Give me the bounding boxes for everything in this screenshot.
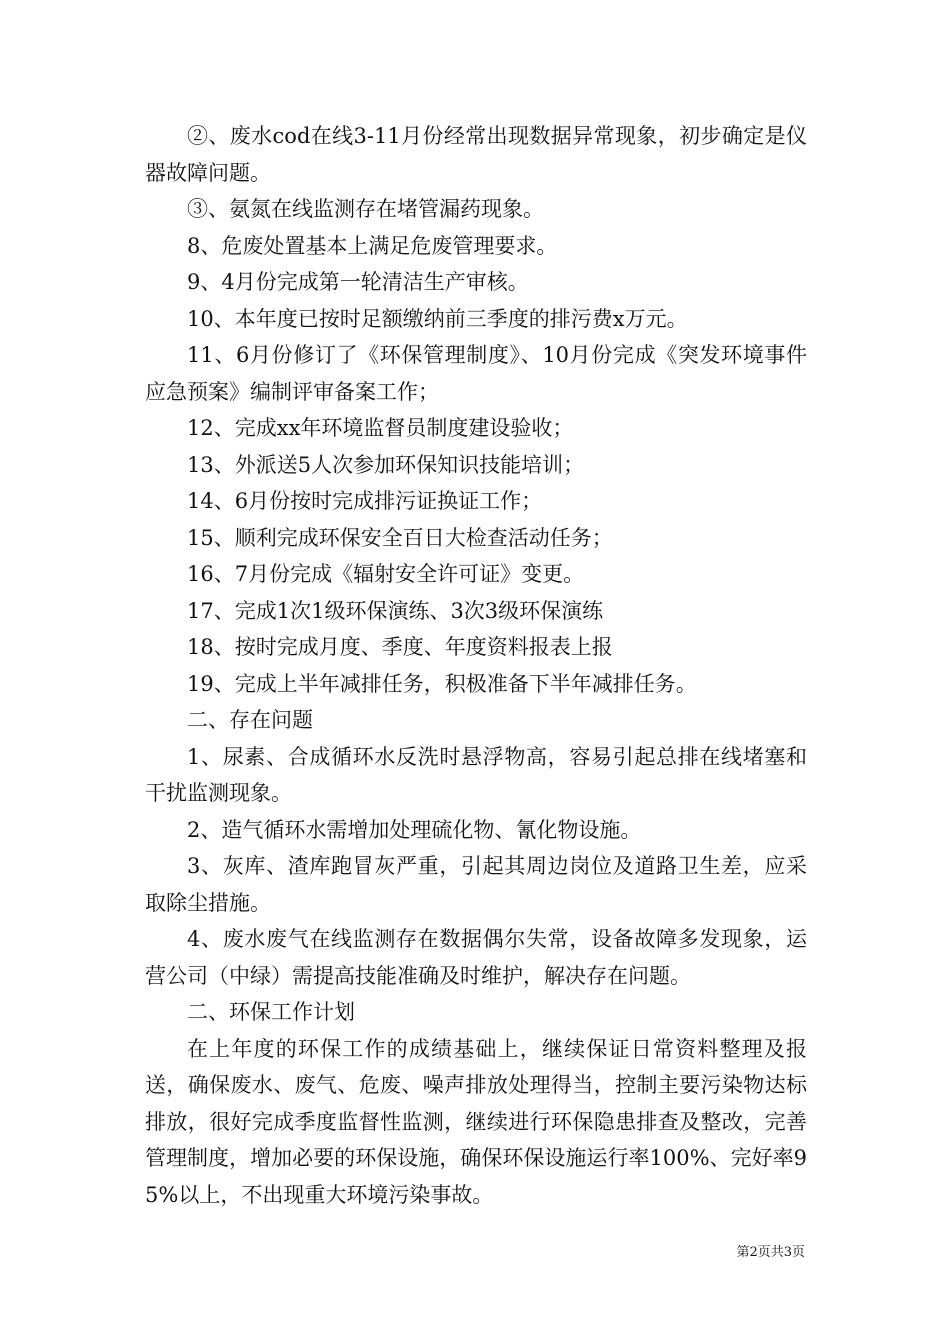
paragraph-problem-2: 2、造气循环水需增加处理硫化物、氰化物设施。 <box>187 817 642 842</box>
paragraph-item-12: 12、完成xx年环境监督员制度建设验收； <box>187 416 574 440</box>
paragraph-item-10: 10、本年度已按时足额缴纳前三季度的排污费x万元。 <box>187 306 688 331</box>
paragraph-item-13: 13、外派送5人次参加环保知识技能培训； <box>187 452 585 477</box>
paragraph-item-14: 14、6月份按时完成排污证换证工作； <box>187 489 543 513</box>
page-number: 第2页共3页 <box>736 1245 805 1260</box>
paragraph-problem-1: 1、尿素、合成循环水反洗时悬浮物高，容易引起总排在线堵塞和干扰监测现象。 <box>145 744 807 805</box>
paragraph-item-16: 16、7月份完成《辐射安全许可证》变更。 <box>187 562 585 586</box>
section-heading-problems: 二、存在问题 <box>187 708 313 732</box>
paragraph-item-9: 9、4月份完成第一轮清洁生产审核。 <box>187 270 529 294</box>
paragraph-problem-4: 4、废水废气在线监测存在数据偶尔失常，设备故障多发现象，运营公司（中绿）需提高技能准确及时维护，解决存在问题。 <box>145 927 807 988</box>
paragraph-plan-body: 在上年度的环保工作的成绩基础上，继续保证日常资料整理及报送，确保废水、废气、危废、噪声排放处理得当，控制主要污染物达标排放，很好完成季度监督性监测，继续进行环保隐患排查及整改，完善管理制度，增加必要的环保设施，确保环保设施运行率100%、完好率95%以上，不出现重大环境污染事故。 <box>145 1036 807 1207</box>
paragraph-problem-3: 3、灰库、渣库跑冒灰严重，引起其周边岗位及道路卫生差，应采取除尘措施。 <box>145 854 807 915</box>
paragraph-item-8: 8、危废处置基本上满足危废管理要求。 <box>187 233 558 258</box>
section-heading-plan: 二、环保工作计划 <box>187 1000 355 1024</box>
paragraph-item-11: 11、6月份修订了《环保管理制度》、10月份完成《突发环境事件应急预案》编制评审备案工作； <box>145 343 807 404</box>
paragraph-item-15: 15、顺利完成环保安全百日大检查活动任务； <box>187 525 613 550</box>
document-body <box>145 118 807 1213</box>
paragraph-ammonia-nitrogen: ③、氨氮在线监测存在堵管漏药现象。 <box>187 197 544 221</box>
paragraph-item-17: 17、完成1次1级环保演练、3次3级环保演练 <box>187 598 604 623</box>
paragraph-item-19: 19、完成上半年减排任务，积极准备下半年减排任务。 <box>187 671 697 696</box>
paragraph-item-18: 18、按时完成月度、季度、年度资料报表上报 <box>187 635 613 659</box>
paragraph-waste-water-cod: ②、废水cod在线3-11月份经常出现数据异常现象，初步确定是仪器故障问题。 <box>145 124 807 185</box>
